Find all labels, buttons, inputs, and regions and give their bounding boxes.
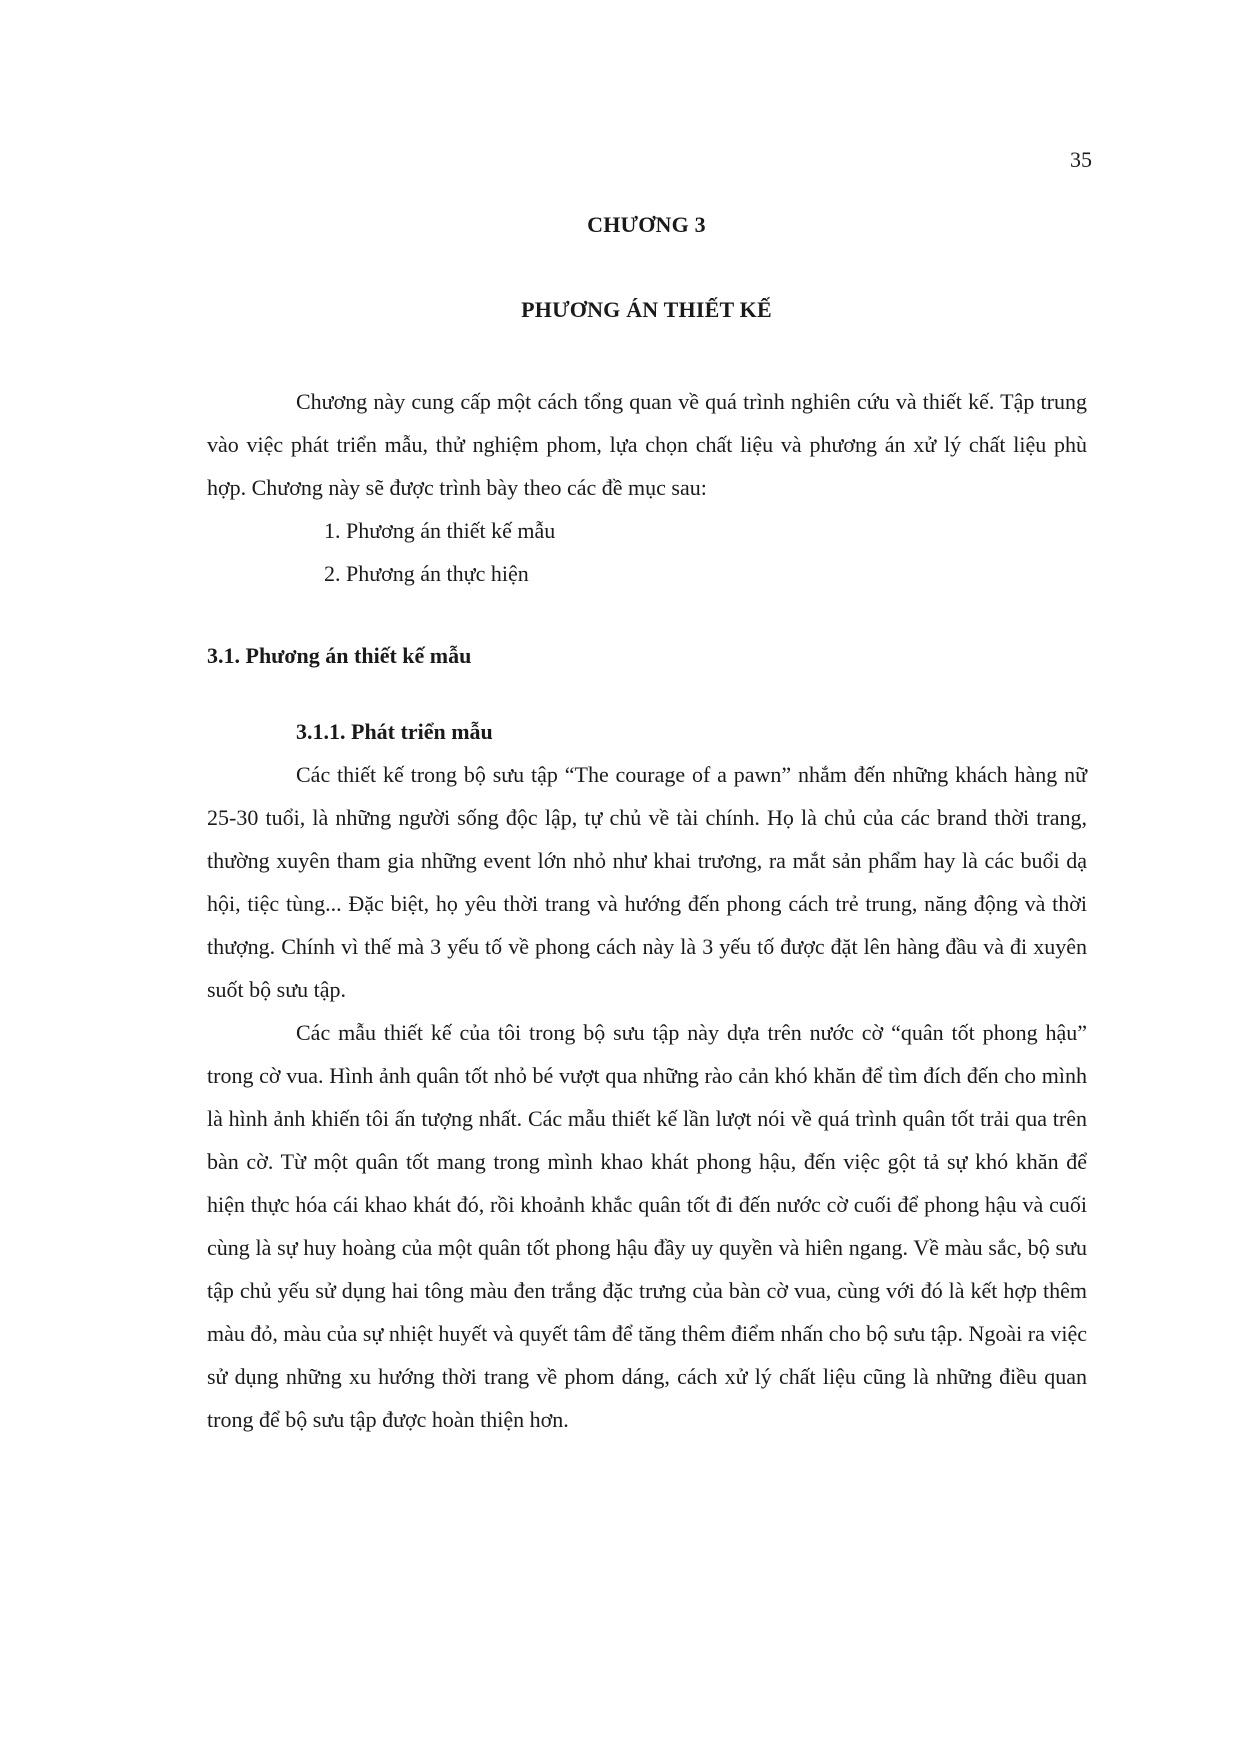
list-item: 2. Phương án thực hiện: [324, 561, 529, 586]
section-list: [207, 509, 1087, 595]
body-paragraph: Các thiết kế trong bộ sưu tập “The courage of a pawn” nhắm đến những khách hàng nữ 25-30 tuổi, là những người sống độc lập, tự chủ về tài chính. Họ là chủ của các brand thời trang, thường xuyên tham gia những event lớn nhỏ như khai trương, ra mắt sản phẩm hay là các buổi dạ hội, tiệc tùng... Đặc biệt, họ yêu thời trang và hướng đến phong cách trẻ trung, năng động và thời thượng. Chính vì thế mà 3 yếu tố về phong cách này là 3 yếu tố được đặt lên hàng đầu và đi xuyên suốt bộ sưu tập.: [207, 762, 1087, 1002]
subsection-heading: 3.1.1. Phát triển mẫu: [296, 719, 493, 744]
section-heading: 3.1. Phương án thiết kế mẫu: [207, 643, 472, 668]
intro-paragraph: Chương này cung cấp một cách tổng quan về quá trình nghiên cứu và thiết kế. Tập trung vào việc phát triển mẫu, thử nghiệm phom, lựa chọn chất liệu và phương án xử lý chất liệu phù hợp. Chương này sẽ được trình bày theo các đề mục sau:: [207, 389, 1087, 500]
list-item: 1. Phương án thiết kế mẫu: [324, 518, 556, 543]
document-body: [207, 380, 1087, 1441]
chapter-title: PHƯƠNG ÁN THIẾT KẾ: [521, 297, 772, 322]
body-paragraph: Các mẫu thiết kế của tôi trong bộ sưu tập này dựa trên nước cờ “quân tốt phong hậu” trong cờ vua. Hình ảnh quân tốt nhỏ bé vượt qua những rào cản khó khăn để tìm đích đến cho mình là hình ảnh khiến tôi ấn tượng nhất. Các mẫu thiết kế lần lượt nói về quá trình quân tốt trải qua trên bàn cờ. Từ một quân tốt mang trong mình khao khát phong hậu, đến việc gột tả sự khó khăn để hiện thực hóa cái khao khát đó, rồi khoảnh khắc quân tốt đi đến nước cờ cuối để phong hậu và cuối cùng là sự huy hoàng của một quân tốt phong hậu đầy uy quyền và hiên ngang. Về màu sắc, bộ sưu tập chủ yếu sử dụng hai tông màu đen trắng đặc trưng của bàn cờ vua, cùng với đó là kết hợp thêm màu đỏ, màu của sự nhiệt huyết và quyết tâm để tăng thêm điểm nhấn cho bộ sưu tập. Ngoài ra việc sử dụng những xu hướng thời trang về phom dáng, cách xử lý chất liệu cũng là những điều quan trong để bộ sưu tập được hoàn thiện hơn.: [207, 1020, 1087, 1432]
page-number: 35: [1070, 147, 1092, 172]
chapter-label: CHƯƠNG 3: [587, 212, 706, 237]
